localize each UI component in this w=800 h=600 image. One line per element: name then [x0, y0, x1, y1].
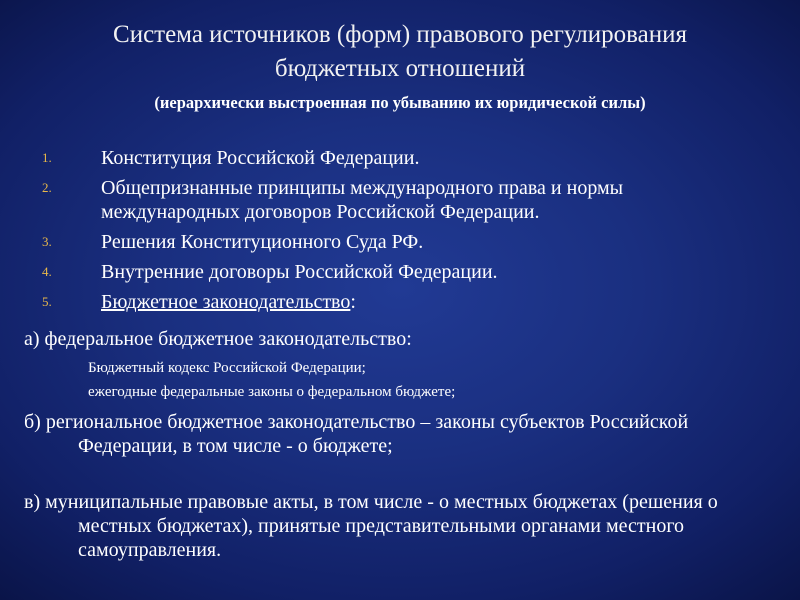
list-marker: 5.	[42, 294, 52, 309]
list-item-text: Решения Конституционного Суда РФ.	[101, 231, 424, 253]
slide-subtitle: (иерархически выстроенная по убыванию их юридической силы)	[154, 93, 646, 112]
list-item-2	[0, 176, 761, 224]
municipal-acts-paragraph: в) муниципальные правовые акты, в том числе - о местных бюджетах (решения о местных бюджетах), принятые представительными органами местного самоуправления.	[24, 491, 718, 561]
list-marker: 3.	[42, 234, 52, 249]
list-item-4	[0, 260, 761, 284]
sources-list	[0, 146, 800, 320]
regional-legislation-paragraph: б) региональное бюджетное законодательство – законы субъектов Российской Федерации, в том числе - о бюджете;	[24, 411, 689, 457]
list-marker: 1.	[42, 150, 52, 165]
title-line-1: Система источников (форм) правового регулирования	[113, 21, 687, 48]
list-item-text: Внутренние договоры Российской Федерации.	[101, 261, 498, 283]
list-marker: 2.	[42, 180, 52, 195]
budget-code-item: Бюджетный кодекс Российской Федерации;	[88, 360, 366, 376]
list-item-1	[0, 146, 761, 170]
federal-legislation-heading: а) федеральное бюджетное законодательство:	[24, 328, 412, 350]
list-item-5	[0, 290, 761, 314]
title-line-2: бюджетных отношений	[274, 55, 526, 82]
list-item-3	[0, 230, 761, 254]
list-item-text: Общепризнанные принципы международного права и нормы международных договоров Российской Федерации.	[101, 177, 624, 223]
list-marker: 4.	[42, 264, 52, 279]
list-item-text: Бюджетное законодательство	[101, 291, 351, 313]
list-item-text: Конституция Российской Федерации.	[101, 147, 420, 169]
list-item-suffix: :	[350, 291, 356, 313]
annual-laws-item: ежегодные федеральные законы о федеральном бюджете;	[88, 384, 456, 400]
slide-title	[20, 18, 780, 86]
